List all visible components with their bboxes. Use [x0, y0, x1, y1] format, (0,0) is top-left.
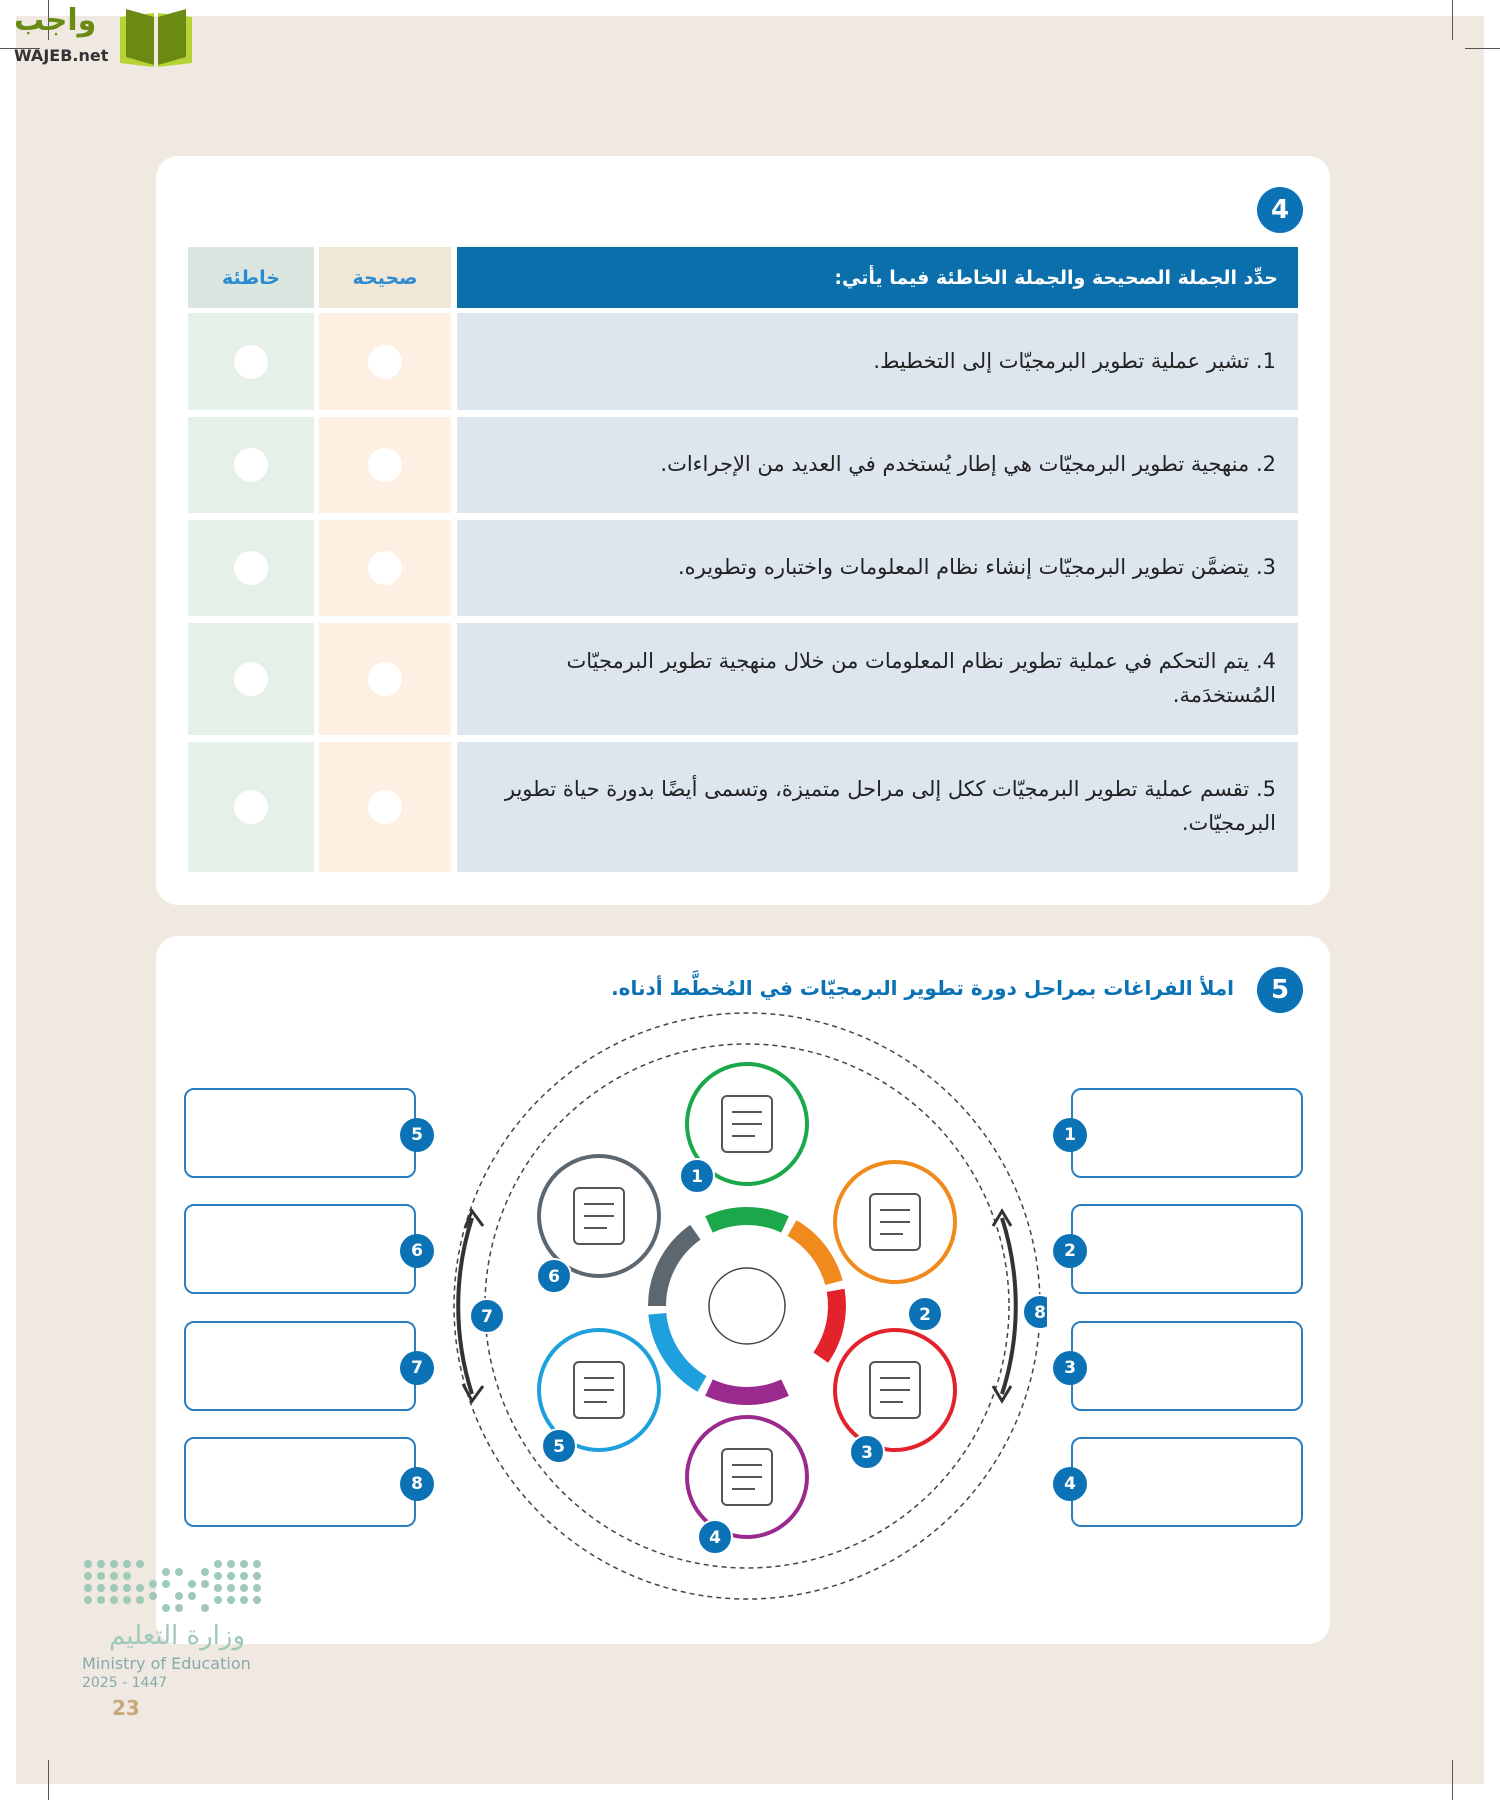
dot: [110, 1596, 118, 1604]
ministry-name-en: Ministry of Education: [82, 1654, 251, 1673]
false-option-4[interactable]: [188, 623, 314, 735]
book-icon: [110, 5, 202, 67]
radio-false[interactable]: [234, 790, 268, 824]
dot: [253, 1560, 261, 1568]
box-number: 3: [1053, 1351, 1087, 1385]
crop-mark: [48, 1760, 49, 1800]
page-number: 23: [112, 1696, 140, 1720]
radio-false[interactable]: [234, 551, 268, 585]
stage-5: [539, 1330, 659, 1463]
dot: [84, 1560, 92, 1568]
question-title: املأ الفراغات بمراحل دورة تطوير البرمجيّات في المُخطَّط أدناه.: [611, 976, 1234, 1000]
dot: [123, 1560, 131, 1568]
stage-2: [835, 1162, 955, 1331]
dot: [110, 1584, 118, 1592]
radio-true[interactable]: [368, 790, 402, 824]
maintenance-person-icon: [574, 1188, 624, 1244]
answer-box-6[interactable]: [184, 1204, 423, 1294]
dot: [97, 1584, 105, 1592]
answer-box-7[interactable]: [184, 1321, 423, 1411]
dot: [162, 1604, 170, 1612]
dot: [149, 1592, 157, 1600]
radio-false[interactable]: [234, 345, 268, 379]
dot: [175, 1568, 183, 1576]
dot: [240, 1560, 248, 1568]
dot: [136, 1560, 144, 1568]
radio-true[interactable]: [368, 345, 402, 379]
ministry-name-ar: وزارة التعليم: [108, 1621, 246, 1651]
stage-3: [835, 1330, 955, 1469]
computer-code-icon: [870, 1194, 920, 1250]
dot: [227, 1560, 235, 1568]
dot: [136, 1584, 144, 1592]
dot: [227, 1596, 235, 1604]
false-option-3[interactable]: [188, 520, 314, 616]
dot: [253, 1584, 261, 1592]
box-number: 4: [1053, 1467, 1087, 1501]
answer-box-2[interactable]: [1064, 1204, 1303, 1294]
dot: [97, 1596, 105, 1604]
ring-segment: [709, 1216, 785, 1224]
sdlc-diagram: [447, 1006, 1047, 1606]
table-header-question: [457, 247, 1298, 308]
question-4-card: [156, 156, 1330, 905]
dot: [214, 1560, 222, 1568]
center-circle: [709, 1268, 785, 1344]
true-option-1[interactable]: [319, 313, 451, 410]
statement-row: 2. منهجية تطوير البرمجيّات هي إطار يُستخدم في العديد من الإجراءات.: [457, 417, 1298, 513]
rocket-icon: [574, 1362, 624, 1418]
stage-1: [680, 1064, 807, 1193]
radio-true[interactable]: [368, 551, 402, 585]
stage-number: 1: [691, 1167, 703, 1187]
dot: [110, 1572, 118, 1580]
clipboard-flowchart-icon: [722, 1096, 772, 1152]
ring-segment: [657, 1314, 702, 1384]
dot: [84, 1596, 92, 1604]
dot: [188, 1592, 196, 1600]
dot: [175, 1592, 183, 1600]
gears-icon: [870, 1362, 920, 1418]
radio-true[interactable]: [368, 662, 402, 696]
stage-number: 3: [861, 1443, 873, 1463]
dot: [123, 1596, 131, 1604]
dot: [253, 1596, 261, 1604]
dot: [110, 1560, 118, 1568]
stage-number: 6: [548, 1267, 560, 1287]
dot: [253, 1572, 261, 1580]
false-option-5[interactable]: [188, 742, 314, 872]
column-header-true: صحيحة: [319, 247, 451, 308]
box-number: 7: [400, 1351, 434, 1385]
question-number-badge: 5: [1257, 967, 1303, 1013]
ministry-logo: [82, 1556, 272, 1751]
logo-latin: WAJEB.net: [14, 46, 109, 65]
answer-box-4[interactable]: [1064, 1437, 1303, 1527]
dot: [214, 1584, 222, 1592]
box-number: 5: [400, 1118, 434, 1152]
answer-box-3[interactable]: [1064, 1321, 1303, 1411]
dot: [240, 1572, 248, 1580]
false-option-2[interactable]: [188, 417, 314, 513]
ring-segment: [709, 1388, 785, 1396]
dot: [123, 1572, 131, 1580]
ring-segment: [657, 1232, 695, 1306]
radio-false[interactable]: [234, 448, 268, 482]
logo-arabic: واجب: [14, 3, 97, 38]
header-text: حدِّد الجملة الصحيحة والجملة الخاطئة فيما يأتي:: [834, 266, 1278, 289]
dot: [84, 1572, 92, 1580]
dot: [97, 1560, 105, 1568]
statement-row: 5. تقسم عملية تطوير البرمجيّات ككل إلى مراحل متميزة، وتسمى أيضًا بدورة حياة تطوير البرمجيّات.: [457, 742, 1298, 872]
dot: [201, 1580, 209, 1588]
true-option-4[interactable]: [319, 623, 451, 735]
true-option-5[interactable]: [319, 742, 451, 872]
dot: [201, 1604, 209, 1612]
statement-row: 3. يتضمَّن تطوير البرمجيّات إنشاء نظام المعلومات واختباره وتطويره.: [457, 520, 1298, 616]
dot: [84, 1584, 92, 1592]
arrow-number: 8: [1034, 1303, 1046, 1323]
monitor-magnifier-icon: [722, 1449, 772, 1505]
stage-number: 2: [919, 1305, 931, 1325]
answer-box-8[interactable]: [184, 1437, 423, 1527]
crop-mark: [1452, 1760, 1453, 1800]
dot: [149, 1580, 157, 1588]
statement-row: 1. تشير عملية تطوير البرمجيّات إلى التخطيط.: [457, 313, 1298, 410]
dot: [162, 1568, 170, 1576]
answer-box-5[interactable]: [184, 1088, 423, 1178]
arrow-label-7: [470, 1299, 504, 1333]
box-number: 1: [1053, 1118, 1087, 1152]
question-number-badge: 4: [1257, 187, 1303, 233]
stage-6: [537, 1156, 659, 1293]
radio-false[interactable]: [234, 662, 268, 696]
dot: [136, 1596, 144, 1604]
dot: [97, 1572, 105, 1580]
arrow-label-8: [1023, 1295, 1047, 1329]
dot: [214, 1572, 222, 1580]
stage-number: 4: [709, 1528, 721, 1548]
arrow-number: 7: [481, 1307, 493, 1327]
stage-number: 5: [553, 1437, 565, 1457]
dot: [227, 1572, 235, 1580]
crop-mark: [1452, 0, 1453, 40]
true-option-2[interactable]: [319, 417, 451, 513]
column-header-false: خاطئة: [188, 247, 314, 308]
wajeb-logo[interactable]: [10, 2, 200, 72]
box-number: 8: [400, 1467, 434, 1501]
dot: [162, 1580, 170, 1588]
dot: [214, 1596, 222, 1604]
dot: [188, 1580, 196, 1588]
statement-row: 4. يتم التحكم في عملية تطوير نظام المعلومات من خلال منهجية تطوير البرمجيّات المُستخدَمة.: [457, 623, 1298, 735]
dot: [123, 1584, 131, 1592]
radio-true[interactable]: [368, 448, 402, 482]
ministry-dots-icon: [82, 1556, 267, 1616]
dot: [201, 1568, 209, 1576]
box-number: 2: [1053, 1234, 1087, 1268]
dot: [240, 1584, 248, 1592]
box-number: 6: [400, 1234, 434, 1268]
dot: [175, 1604, 183, 1612]
answer-box-1[interactable]: [1064, 1088, 1303, 1178]
crop-mark: [1465, 48, 1500, 49]
true-option-3[interactable]: [319, 520, 451, 616]
false-option-1[interactable]: [188, 313, 314, 410]
stage-4: [687, 1417, 807, 1554]
year: 2025 - 1447: [82, 1675, 168, 1691]
ring-segment: [792, 1228, 834, 1283]
question-5-card: [156, 936, 1330, 1644]
dot: [227, 1584, 235, 1592]
dot: [240, 1596, 248, 1604]
ring-segment: [821, 1290, 837, 1357]
